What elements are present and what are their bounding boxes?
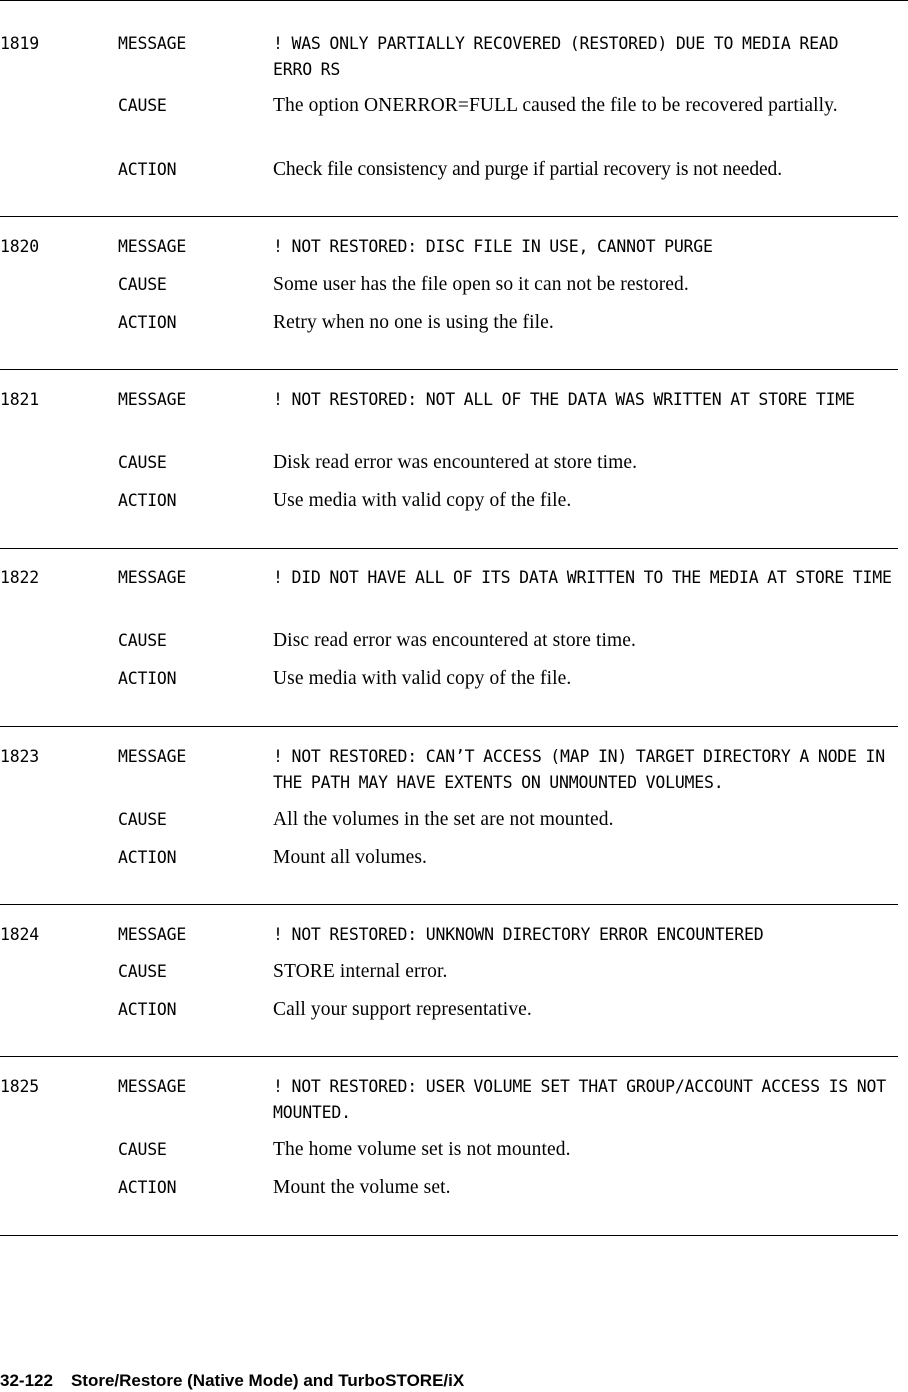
action-text: Use media with valid copy of the file. xyxy=(273,668,572,689)
divider xyxy=(0,369,898,370)
message-text: ! NOT RESTORED: USER VOLUME SET THAT GROUP/ACCOUNT ACCESS IS NOT MOUNTED. xyxy=(273,1077,886,1122)
page-number: 32-122 xyxy=(0,1371,53,1390)
cause-text: Disc read error was encountered at store time. xyxy=(273,630,637,651)
page-footer xyxy=(0,1370,464,1392)
cause-label: CAUSE xyxy=(118,275,167,294)
divider xyxy=(0,0,908,1)
cause-label: CAUSE xyxy=(118,1140,167,1159)
footer-title: Store/Restore (Native Mode) and TurboSTORE/iX xyxy=(70,1371,465,1390)
action-label: ACTION xyxy=(118,491,177,510)
message-label: MESSAGE xyxy=(118,34,187,53)
cause-text: Some user has the file open so it can not be restored. xyxy=(273,274,689,295)
action-label: ACTION xyxy=(118,313,177,332)
divider xyxy=(0,726,898,727)
cause-label: CAUSE xyxy=(118,810,167,829)
action-text: Mount the volume set. xyxy=(273,1177,451,1198)
cause-label: CAUSE xyxy=(118,631,167,650)
action-text: Retry when no one is using the file. xyxy=(273,312,554,333)
error-number: 1820 xyxy=(0,237,39,256)
cause-text: All the volumes in the set are not mounted. xyxy=(273,809,614,830)
error-number: 1819 xyxy=(0,34,39,53)
message-text: ! WAS ONLY PARTIALLY RECOVERED (RESTORED) DUE TO MEDIA READ ERRO RS xyxy=(273,34,839,79)
message-text: ! NOT RESTORED: CAN’T ACCESS (MAP IN) TARGET DIRECTORY A NODE IN THE PATH MAY HAVE EXTENTS ON UNMOUNTED VOLUMES. xyxy=(273,747,885,792)
message-label: MESSAGE xyxy=(118,237,187,256)
action-text: Mount all volumes. xyxy=(273,847,428,868)
action-text: Check file consistency and purge if partial recovery is not needed. xyxy=(273,159,782,180)
message-text: ! NOT RESTORED: NOT ALL OF THE DATA WAS WRITTEN AT STORE TIME xyxy=(273,390,855,409)
message-label: MESSAGE xyxy=(118,1077,187,1096)
action-label: ACTION xyxy=(118,669,177,688)
message-label: MESSAGE xyxy=(118,925,187,944)
action-label: ACTION xyxy=(118,848,177,867)
error-number: 1822 xyxy=(0,568,39,587)
error-number: 1825 xyxy=(0,1077,39,1096)
action-text: Use media with valid copy of the file. xyxy=(273,490,572,511)
divider xyxy=(0,216,898,217)
message-text: ! NOT RESTORED: UNKNOWN DIRECTORY ERROR ENCOUNTERED xyxy=(273,925,764,944)
divider xyxy=(0,548,898,549)
cause-text: Disk read error was encountered at store time. xyxy=(273,452,638,473)
message-label: MESSAGE xyxy=(118,568,187,587)
cause-label: CAUSE xyxy=(118,962,167,981)
message-label: MESSAGE xyxy=(118,390,187,409)
error-number: 1824 xyxy=(0,925,39,944)
message-label: MESSAGE xyxy=(118,747,187,766)
action-text: Call your support representative. xyxy=(273,999,532,1020)
divider xyxy=(0,904,898,905)
action-label: ACTION xyxy=(118,160,177,179)
action-label: ACTION xyxy=(118,1178,177,1197)
cause-text: STORE internal error. xyxy=(273,961,448,982)
divider xyxy=(0,1235,898,1236)
error-number: 1821 xyxy=(0,390,39,409)
cause-text: The home volume set is not mounted. xyxy=(273,1139,571,1160)
divider xyxy=(0,1056,898,1057)
cause-label: CAUSE xyxy=(118,96,167,115)
cause-label: CAUSE xyxy=(118,453,167,472)
action-label: ACTION xyxy=(118,1000,177,1019)
error-number: 1823 xyxy=(0,747,39,766)
cause-text: The option ONERROR=FULL caused the file to be recovered partially. xyxy=(273,95,838,116)
message-text: ! DID NOT HAVE ALL OF ITS DATA WRITTEN TO THE MEDIA AT STORE TIME xyxy=(273,568,892,587)
message-text: ! NOT RESTORED: DISC FILE IN USE, CANNOT PURGE xyxy=(273,237,713,256)
